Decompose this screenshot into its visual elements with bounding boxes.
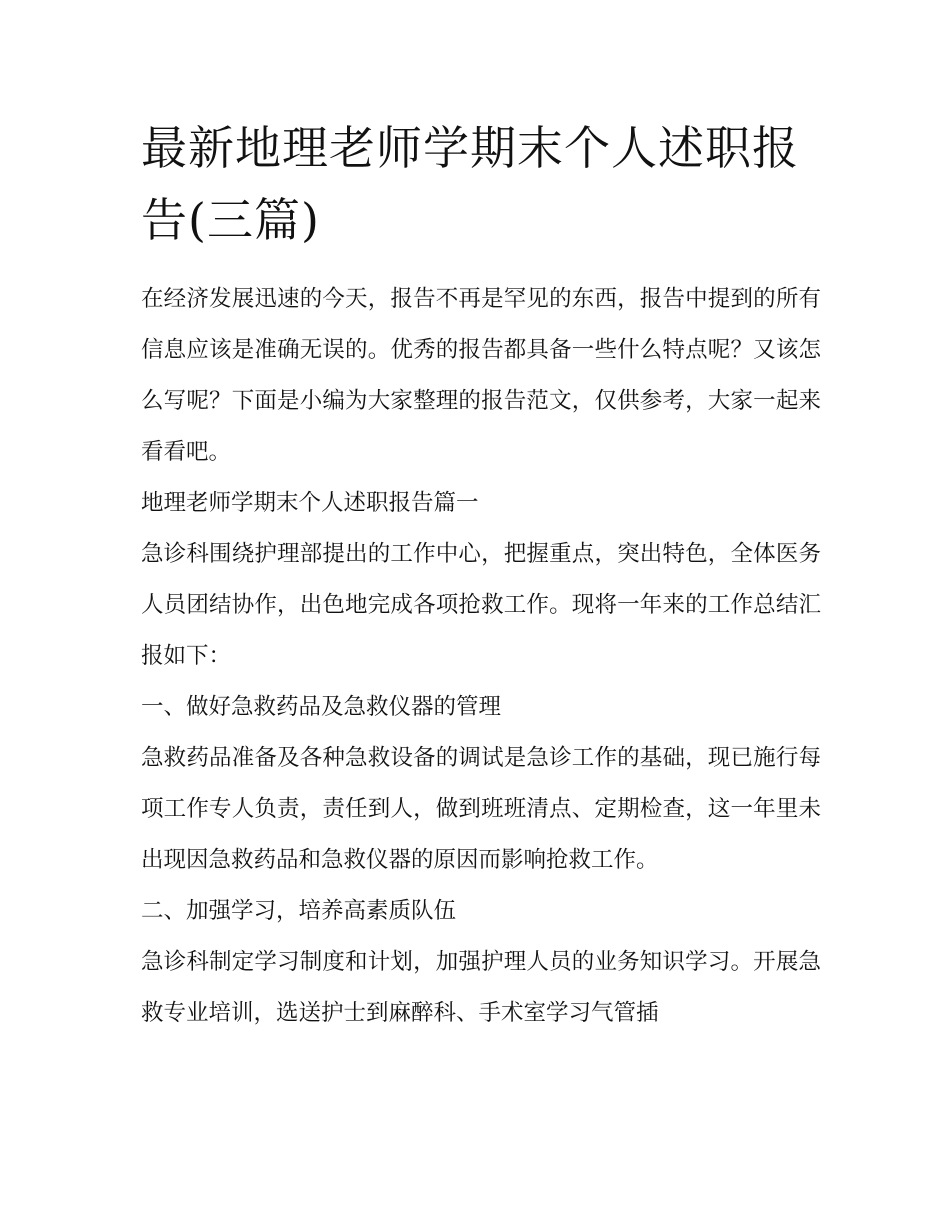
document-body (141, 112, 821, 1039)
heading-2: 二、加强学习，培养高素质队伍 (141, 898, 457, 924)
paragraph-2: 急救药品准备及各种急救设备的调试是急诊工作的基础，现已施行每项工作专人负责，责任到人，做到班班清点、定期检查，这一年里未出现因急救药品和急救仪器的原因而影响抢救工作。 (141, 745, 821, 873)
document-title: 最新地理老师学期末个人述职报告(三篇) (141, 121, 799, 247)
section-title: 地理老师学期末个人述职报告篇一 (141, 490, 479, 516)
paragraph-1: 急诊科围绕护理部提出的工作中心，把握重点，突出特色，全体医务人员团结协作，出色地完成各项抢救工作。现将一年来的工作总结汇报如下： (141, 541, 821, 669)
intro-paragraph: 在经济发展迅速的今天，报告不再是罕见的东西，报告中提到的所有信息应该是准确无误的。优秀的报告都具备一些什么特点呢？又该怎么写呢？下面是小编为大家整理的报告范文，仅供参考，大家一起来看看吧。 (141, 286, 821, 465)
heading-1: 一、做好急救药品及急救仪器的管理 (141, 694, 502, 720)
paragraph-3: 急诊科制定学习制度和计划，加强护理人员的业务知识学习。开展急救专业培训，选送护士到麻醉科、手术室学习气管插 (141, 949, 821, 1026)
